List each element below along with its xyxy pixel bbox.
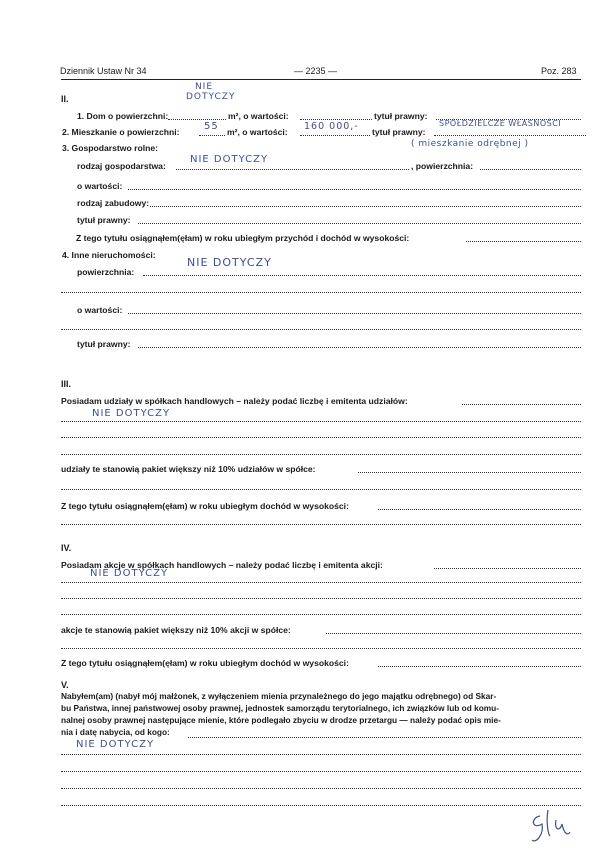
- journal-name: Dziennik Ustaw Nr 34: [60, 66, 147, 76]
- hw-mieszkanie-area: 55: [204, 121, 219, 132]
- gospodarstwo-type-label: rodzaj gospodarstwa:: [77, 161, 166, 171]
- section-iii-label: III.: [61, 379, 72, 389]
- hw-gospodarstwo-type: NIE DOTYCZY: [190, 154, 269, 165]
- gospodarstwo-type-field[interactable]: [176, 169, 409, 170]
- mieszkanie-value-label: m², o wartości:: [227, 127, 288, 137]
- udzialy-income-label: Z tego tytułu osiągnąłem(ęłam) w roku ubiegłym dochód w wysokości:: [61, 501, 349, 511]
- hw-mieszkanie-title-note: ( mieszkanie odrębnej ): [411, 139, 529, 149]
- udzialy-pakiet-label: udziały te stanowią pakiet większy niż 10% udziałów w spółce:: [61, 464, 316, 474]
- udzialy-field-2[interactable]: [61, 421, 581, 422]
- hw-mieszkanie-title: SPÓŁDZIELCZE WŁASNOŚCI: [439, 119, 562, 128]
- nabycie-line-4: nia i datę nabycia, od kogo:: [61, 727, 170, 737]
- udzialy-field-1[interactable]: [462, 404, 581, 405]
- nabycie-line-2: bu Państwa, innej państwowej osoby prawnej, jednostek samorządu terytorialnego, ich związków lub od komu-: [61, 703, 499, 713]
- inne-area-label: powierzchnia:: [77, 267, 135, 277]
- udzialy-field-4[interactable]: [61, 454, 581, 455]
- nabycie-field-1[interactable]: [188, 737, 581, 738]
- position-number: Poz. 283: [541, 66, 577, 76]
- nabycie-line-3: nalnej osoby prawnej następujące mienie, które podlegało zbyciu w drodze przetargu — należy podać opis mie-: [61, 715, 501, 725]
- gospodarstwo-label: 3. Gospodarstwo rolne:: [62, 143, 158, 153]
- udzialy-income-field[interactable]: [378, 509, 581, 510]
- akcje-field-1[interactable]: [434, 568, 581, 569]
- section-iv-label: IV.: [61, 543, 72, 553]
- inne-title-label: tytuł prawny:: [77, 339, 131, 349]
- gospodarstwo-value-label: o wartości:: [77, 181, 123, 191]
- section-v-label: V.: [61, 680, 69, 690]
- gospodarstwo-value-field[interactable]: [128, 189, 581, 190]
- nabycie-field-2[interactable]: [61, 754, 581, 755]
- akcje-pakiet-label: akcje te stanowią pakiet większy niż 10% akcji w spółce:: [61, 625, 291, 635]
- gospodarstwo-building-label: rodzaj zabudowy:: [77, 198, 150, 208]
- inne-value-field-2[interactable]: [61, 329, 581, 330]
- akcje-field-2[interactable]: [61, 582, 581, 583]
- dom-area-label: 1. Dom o powierzchni:: [77, 111, 169, 121]
- hw-nabycie: NIE DOTYCZY: [76, 739, 155, 750]
- mieszkanie-title-label: tytuł prawny:: [372, 127, 426, 137]
- gospodarstwo-area-label: , powierzchnia:: [411, 161, 474, 171]
- nabycie-field-5[interactable]: [61, 805, 581, 806]
- gospodarstwo-income-field[interactable]: [466, 241, 581, 242]
- akcje-question: Posiadam akcje w spółkach handlowych – należy podać liczbę i emitenta akcji:: [61, 560, 383, 570]
- nabycie-field-4[interactable]: [61, 788, 581, 789]
- akcje-field-3[interactable]: [61, 598, 581, 599]
- inne-area-field-2[interactable]: [61, 292, 581, 293]
- udzialy-field-3[interactable]: [61, 437, 581, 438]
- hw-akcje: NIE DOTYCZY: [90, 568, 169, 579]
- dom-value-field[interactable]: [300, 119, 372, 120]
- dom-title-label: tytuł prawny:: [374, 111, 428, 121]
- hw-inne-area: NIE DOTYCZY: [187, 256, 272, 269]
- hw-udzialy: NIE DOTYCZY: [92, 408, 171, 419]
- nabycie-field-3[interactable]: [61, 771, 581, 772]
- gospodarstwo-title-label: tytuł prawny:: [77, 215, 131, 225]
- dom-value-label: m², o wartości:: [228, 111, 289, 121]
- hw-mieszkanie-value: 160 000,-: [304, 121, 359, 132]
- page-number: — 2235 —: [294, 66, 338, 76]
- inne-value-field[interactable]: [128, 313, 581, 314]
- gospodarstwo-area-field[interactable]: [480, 169, 581, 170]
- gospodarstwo-building-field[interactable]: [150, 206, 581, 207]
- inne-value-label: o wartości:: [77, 305, 123, 315]
- mieszkanie-area-label: 2. Mieszkanie o powierzchni:: [62, 127, 180, 137]
- gospodarstwo-title-field[interactable]: [138, 223, 581, 224]
- udzialy-question: Posiadam udziały w spółkach handlowych – należy podać liczbę i emitenta udziałów:: [61, 396, 408, 406]
- udzialy-income-field-2[interactable]: [61, 524, 581, 525]
- akcje-income-field[interactable]: [378, 666, 581, 667]
- nabycie-line-1: Nabyłem(am) (nabył mój małżonek, z wyłączeniem mienia przynależnego do jego majątku odrębnego) od Skar-: [61, 691, 497, 701]
- section-ii-label: II.: [61, 94, 69, 104]
- mieszkanie-area-field[interactable]: [199, 135, 225, 136]
- inne-title-field[interactable]: [138, 347, 581, 348]
- udzialy-pakiet-field-2[interactable]: [61, 489, 581, 490]
- akcje-field-4[interactable]: [61, 614, 581, 615]
- inne-area-field[interactable]: [143, 275, 581, 276]
- dom-area-field[interactable]: [168, 119, 226, 120]
- akcje-pakiet-field-2[interactable]: [61, 648, 581, 649]
- akcje-pakiet-field[interactable]: [326, 633, 581, 634]
- udzialy-pakiet-field[interactable]: [358, 472, 581, 473]
- mieszkanie-value-field[interactable]: [300, 135, 370, 136]
- header-rule: [61, 79, 581, 80]
- signature-mark: [526, 806, 576, 848]
- nabycie-paragraph: [61, 690, 581, 738]
- hw-dom-area: NIE DOTYCZY: [186, 82, 236, 102]
- mieszkanie-title-field[interactable]: [434, 135, 586, 136]
- gospodarstwo-income-label: Z tego tytułu osiągnąłem(ęłam) w roku ubiegłym przychód i dochód w wysokości:: [76, 233, 410, 243]
- akcje-income-label: Z tego tytułu osiągnąłem(ęłam) w roku ubiegłym dochód w wysokości:: [61, 658, 349, 668]
- inne-label: 4. Inne nieruchomości:: [62, 250, 156, 260]
